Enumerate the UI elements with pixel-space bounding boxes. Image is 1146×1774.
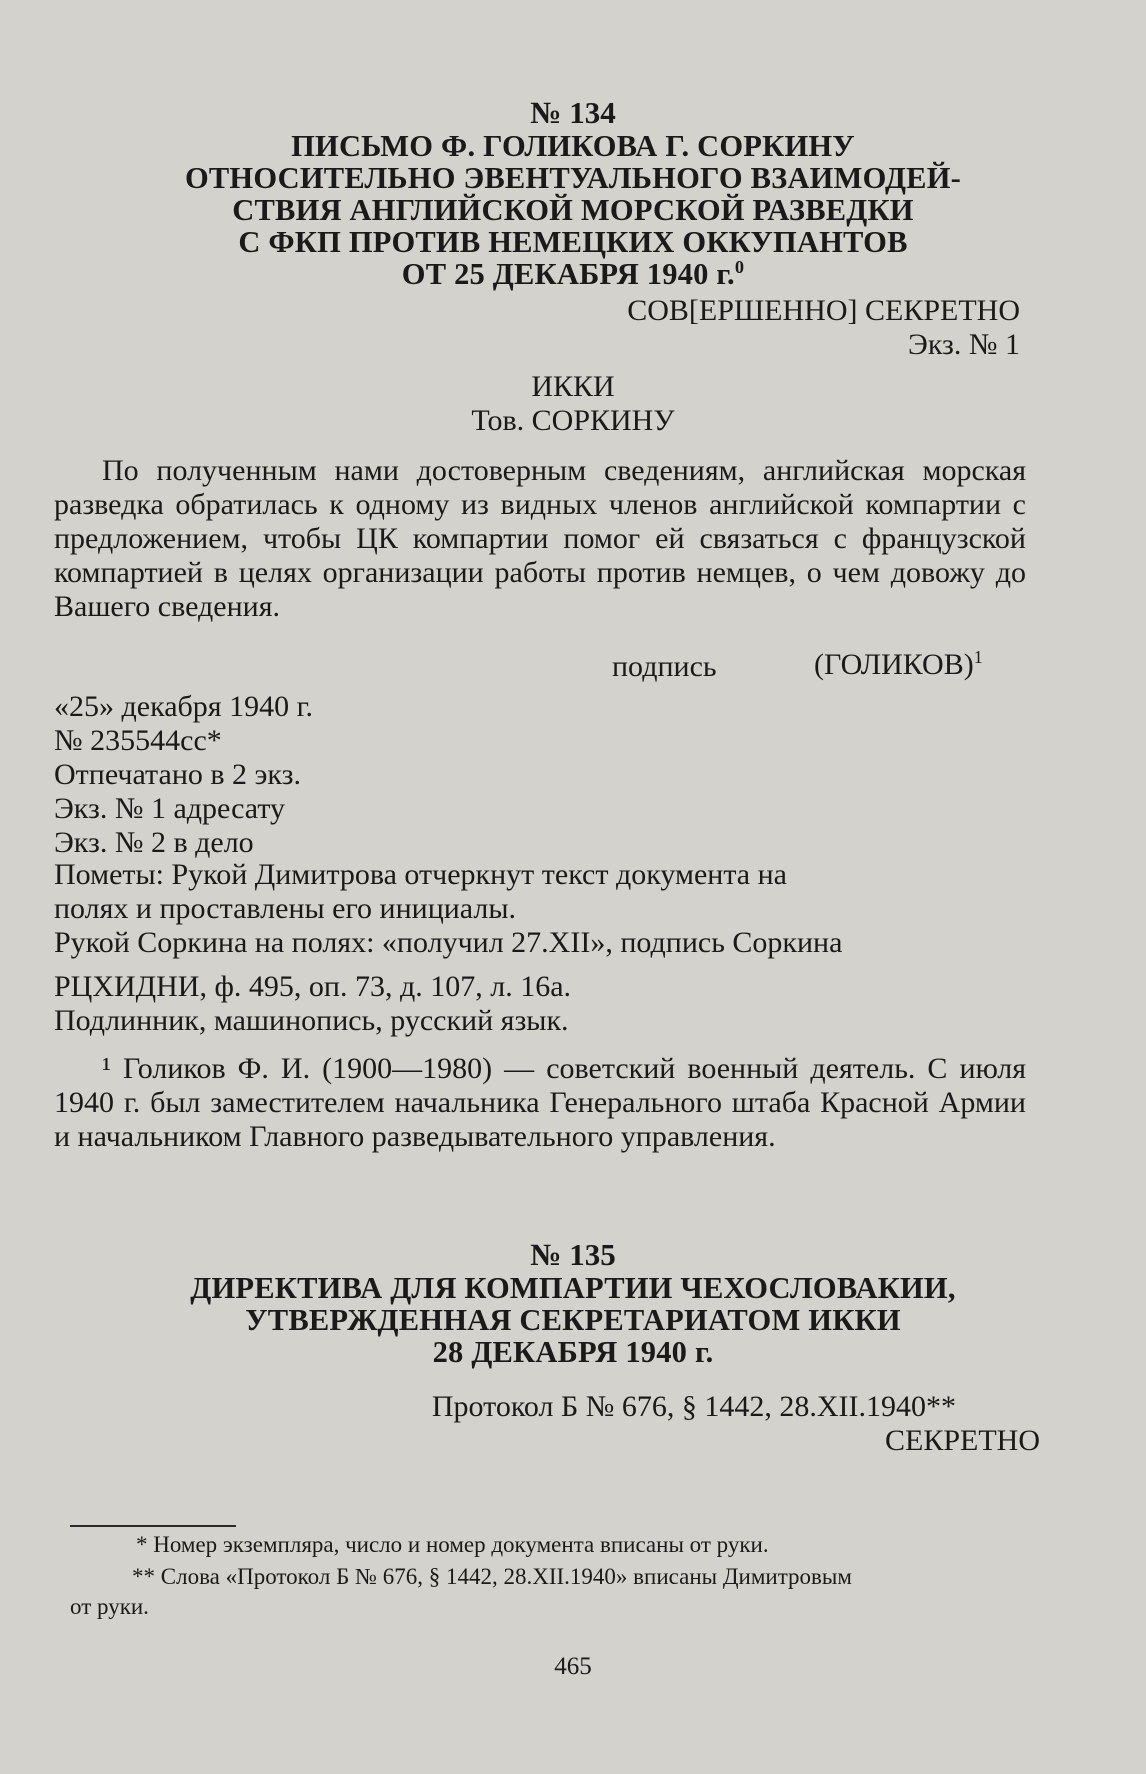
doc-135-number: № 135	[530, 1237, 616, 1272]
footnote-divider	[70, 1525, 236, 1527]
doc-134-title-line: ПИСЬМО Ф. ГОЛИКОВА Г. СОРКИНУ	[291, 129, 855, 163]
signature-label: подпись	[612, 650, 717, 683]
meta-line: Экз. № 2 в дело	[54, 826, 254, 859]
biographical-footnote: ¹ Голиков Ф. И. (1900—1980) — советский военный деятель. С июля 1940 г. был заместителем начальника Генерального штаба Красной Армии и начальником Главного разведывательного управления.	[54, 1052, 1026, 1153]
meta-line: Экз. № 1 адресату	[54, 792, 286, 825]
doc-135-secrecy: СЕКРЕТНО	[884, 1424, 1040, 1457]
meta-line: Отпечатано в 2 экз.	[54, 758, 301, 791]
archive-line: Подлинник, машинопись, русский язык.	[54, 1004, 569, 1037]
doc-134-title-line: С ФКП ПРОТИВ НЕМЕЦКИХ ОККУПАНТОВ	[238, 225, 908, 259]
doc-135-title-line: 28 ДЕКАБРЯ 1940 г.	[432, 1335, 714, 1369]
signature-sup: 1	[973, 647, 983, 667]
doc-134-secrecy: СОВ[ЕРШЕННО] СЕКРЕТНО	[627, 294, 1020, 327]
doc-134-number: № 134	[530, 95, 616, 130]
doc-135-title-line: ДИРЕКТИВА ДЛЯ КОМПАРТИИ ЧЕХОСЛОВАКИИ,	[190, 1271, 956, 1305]
doc-134-title-line	[60, 258, 1086, 290]
archive-line: РЦХИДНИ, ф. 495, оп. 73, д. 107, л. 16а.	[54, 970, 572, 1003]
footnote-line: от руки.	[70, 1594, 149, 1619]
document-meta	[54, 690, 1034, 860]
doc-134-title-line: ОТНОСИТЕЛЬНО ЭВЕНТУАЛЬНОГО ВЗАИМОДЕЙ-	[184, 161, 962, 195]
notes-line: полях и проставлены его инициалы.	[54, 892, 517, 925]
notes-line: Рукой Соркина на полях: «получил 27.XII», подпись Соркина	[54, 926, 843, 959]
addressee: Тов. СОРКИНУ	[471, 404, 675, 437]
footnote-line: ** Слова «Протокол Б № 676, § 1442, 28.XII.1940» вписаны Димитровым	[132, 1564, 852, 1589]
document-notes	[54, 858, 1034, 960]
footnote-star2	[70, 1562, 1050, 1622]
notes-line: Пометы: Рукой Димитрова отчеркнут текст документа на	[54, 858, 787, 891]
addressee-org: ИККИ	[531, 370, 615, 403]
doc-134-copy: Экз. № 1	[908, 328, 1020, 361]
meta-line: № 235544сс*	[54, 724, 222, 757]
doc-135-title	[60, 1272, 1086, 1368]
doc-135-protocol: Протокол Б № 676, § 1442, 28.XII.1940**	[431, 1390, 956, 1423]
footnote-line: * Номер экземпляра, число и номер документа вписаны от руки.	[136, 1532, 769, 1557]
page-number: 465	[554, 1653, 592, 1680]
signature-name	[814, 648, 983, 682]
footnote-star1	[136, 1530, 1116, 1560]
doc-134-title-date: ОТ 25 ДЕКАБРЯ 1940 г.	[401, 257, 735, 291]
signature-name-text: (ГОЛИКОВ)	[814, 648, 974, 681]
letter-body: По полученным нами достоверным сведениям, английская морская разведка обратилась к одному из видных членов английской компартии с предложением, чтобы ЦК компартии помог ей связаться с французской компартией в целях организации работы против немцев, о чем довожу до Вашего сведения.	[54, 454, 1026, 623]
doc-134-title-line: СТВИЯ АНГЛИЙСКОЙ МОРСКОЙ РАЗВЕДКИ	[232, 193, 914, 227]
meta-line: «25» декабря 1940 г.	[54, 690, 313, 723]
archive-reference	[54, 970, 1034, 1038]
doc-134-title	[60, 130, 1086, 290]
doc-134-title-sup: 0	[734, 256, 745, 277]
doc-135-title-line: УТВЕРЖДЕННАЯ СЕКРЕТАРИАТОМ ИККИ	[245, 1303, 901, 1337]
